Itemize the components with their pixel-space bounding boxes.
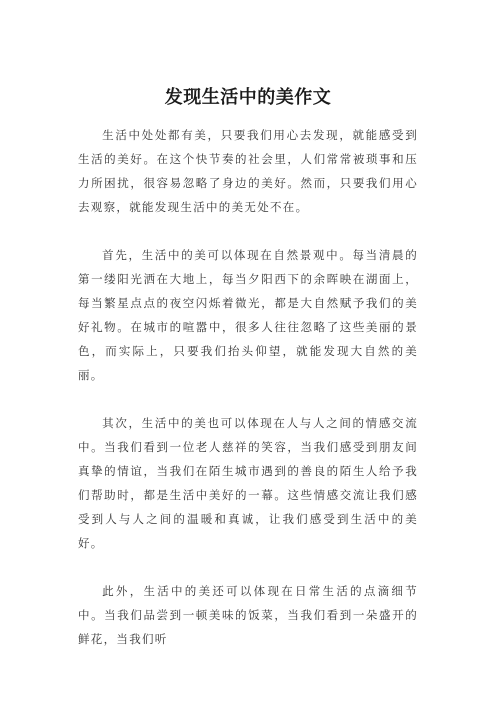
paragraph-2: 首先，生活中的美可以体现在自然景观中。每当清晨的第一缕阳光洒在大地上，每当夕阳西下的余晖映在湖面上，每当繁星点点的夜空闪烁着微光，都是大自然赋予我们的美好礼物。在城市的喧嚣中，很多人往往忽略了这些美丽的景色，而实际上，只要我们抬头仰望，就能发现大自然的美丽。 — [78, 248, 418, 382]
paragraph-4: 此外，生活中的美还可以体现在日常生活的点滴细节中。当我们品尝到一顿美味的饭菜，当我们看到一朵盛开的鲜花，当我们听 — [78, 584, 418, 646]
paragraph-1: 生活中处处都有美，只要我们用心去发现，就能感受到生活的美好。在这个快节奏的社会里，人们常常被琐事和压力所困扰，很容易忽略了身边的美好。然而，只要我们用心去观察，就能发现生活中的美无处不在。 — [78, 128, 418, 214]
paragraph-3: 其次，生活中的美也可以体现在人与人之间的情感交流中。当我们看到一位老人慈祥的笑容，当我们感受到朋友间真挚的情谊，当我们在陌生城市遇到的善良的陌生人给予我们帮助时，都是生活中美好的一幕。这些情感交流让我们感受到人与人之间的温暖和真诚，让我们感受到生活中的美好。 — [78, 416, 418, 550]
document-body — [78, 123, 418, 675]
document-title: 发现生活中的美作文 — [164, 87, 332, 108]
